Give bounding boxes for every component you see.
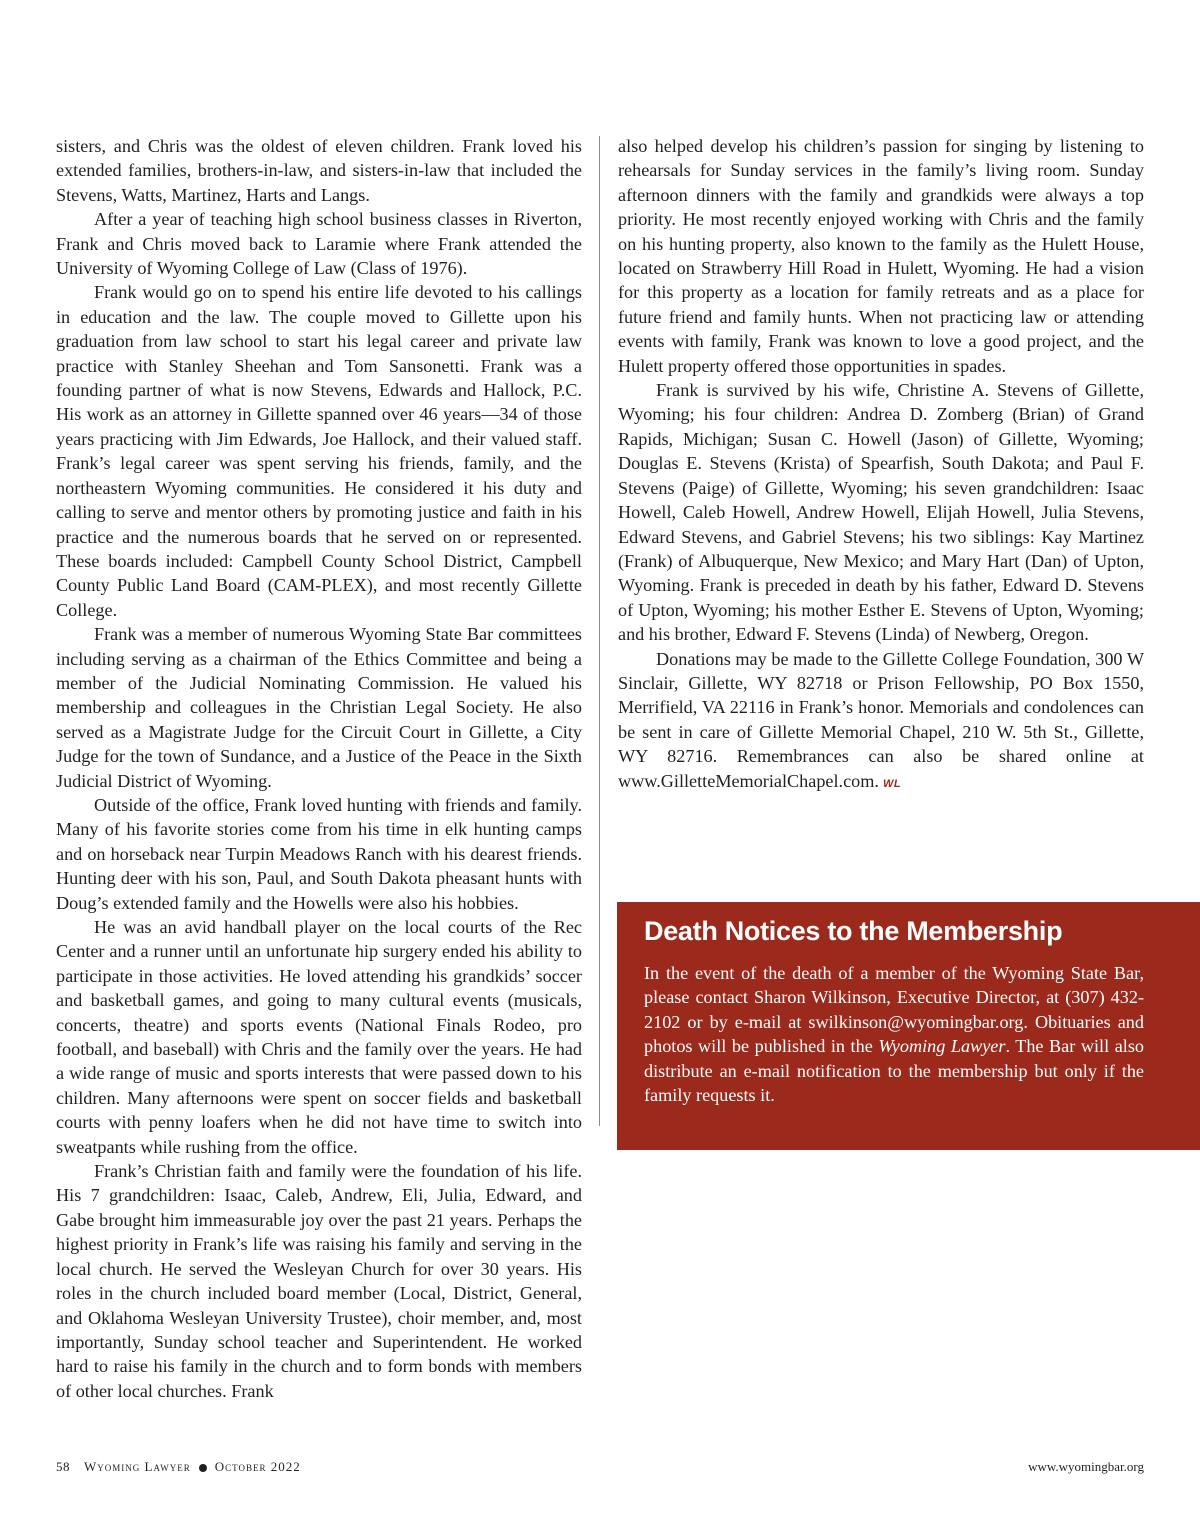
- bullet-separator: [199, 1464, 207, 1472]
- right-column: [618, 134, 1144, 796]
- paragraph: After a year of teaching high school business classes in Riverton, Frank and Chris moved back to Laramie where Frank attended the University of Wyoming College of Law (Class of 1976).: [56, 209, 582, 279]
- notice-body: [644, 961, 1144, 1107]
- column-divider: [599, 136, 600, 1126]
- page-number: 58: [56, 1459, 70, 1474]
- notice-publication-name: Wyoming Lawyer: [878, 1036, 1006, 1057]
- paragraph-with-end-mark: [618, 647, 1144, 796]
- paragraph: Frank’s Christian faith and family were the foundation of his life. His 7 grandchildren: Isaac, Caleb, Andrew, Eli, Julia, Edward, and Gabe brought him immeasurable joy over the past 21 years. Perhaps the highest priority in Frank’s life was raising his family and serving in the local church. He served the Wesleyan Church for over 30 years. His roles in the church included board member (Local, District, General, and Oklahoma Wesleyan University Trustee), choir member, and, most importantly, Sunday school teacher and Superintendent. He worked hard to raise his family in the church and to form bonds with members of other local churches. Frank: [56, 1161, 582, 1401]
- paragraph-text: Donations may be made to the Gillette College Foundation, 300 W Sinclair, Gillette, WY 82718 or Prison Fellowship, PO Box 1550, Merrifield, VA 22116 in Frank’s honor. Memorials and condolences can be sent in care of Gillette Memorial Chapel, 210 W. 5th St., Gillette, WY 82716. Remembrances can also be shared online at www.GilletteMemorialChapel.com.: [618, 648, 1144, 791]
- paragraph: sisters, and Chris was the oldest of eleven children. Frank loved his extended families, brothers-in-law, and sisters-in-law that included the Stevens, Watts, Martinez, Harts and Langs.: [56, 136, 582, 205]
- paragraph: also helped develop his children’s passion for singing by listening to rehearsals for Sunday services in the family’s living room. Sunday afternoon dinners with the family and grandkids were always a top priority. He most recently enjoyed working with Chris and the family on his hunting property, also known to the family as the Hulett House, located on Strawberry Hill Road in Hulett, Wyoming. He had a vision for this property as a location for family retreats and as a place for future friend and family hunts. When not practicing law or attending events with family, Frank was known to love a good project, and the Hulett property offered those opportunities in spades.: [618, 136, 1144, 376]
- publication-name: Wyoming Lawyer: [84, 1459, 191, 1474]
- left-column: [56, 134, 582, 1403]
- notice-body-text-end: . The Bar will also distribute an e-mail notification to the membership but only if the family requests it.: [644, 1036, 1144, 1106]
- notice-title: Death Notices to the Membership: [644, 916, 1063, 946]
- paragraph: Frank would go on to spend his entire life devoted to his callings in education and the law. The couple moved to Gillette upon his graduation from law school to start his legal career and private law practice with Stanley Sheehan and Tom Sansonetti. Frank was a founding partner of what is now Stevens, Edwards and Hallock, P.C. His work as an attorney in Gillette spanned over 46 years—34 of those years practicing with Jim Edwards, Joe Hallock, and their valued staff. Frank’s legal career was spent serving his friends, family, and the northeastern Wyoming communities. He considered it his duty and calling to serve and mentor others by promoting justice and faith in his practice and the numerous boards that he served on or represented. These boards included: Campbell County School District, Campbell County Public Land Board (CAM-PLEX), and most recently Gillette College.: [56, 282, 582, 620]
- death-notice-box: [617, 902, 1200, 1150]
- footer-folio: [56, 1459, 301, 1475]
- paragraph: Frank was a member of numerous Wyoming State Bar committees including serving as a chairman of the Ethics Committee and being a member of the Judicial Nominating Commission. He valued his membership and colleagues in the Christian Legal Society. He also served as a Magistrate Judge for the Circuit Court in Gillette, a City Judge for the town of Sundance, and a Justice of the Peace in the Sixth Judicial District of Wyoming.: [56, 624, 582, 791]
- issue-date: October 2022: [214, 1459, 301, 1474]
- footer-website: www.wyomingbar.org: [1028, 1459, 1144, 1474]
- end-mark-logo: WL: [882, 777, 902, 790]
- paragraph: Frank is survived by his wife, Christine A. Stevens of Gillette, Wyoming; his four children: Andrea D. Zomberg (Brian) of Grand Rapids, Michigan; Susan C. Howell (Jason) of Gillette, Wyoming; Douglas E. Stevens (Krista) of Spearfish, South Dakota; and Paul F. Stevens (Paige) of Gillette, Wyoming; his seven grandchildren: Isaac Howell, Caleb Howell, Andrew Howell, Elijah Howell, Julia Stevens, Edward Stevens, and Gabriel Stevens; his two siblings: Kay Martinez (Frank) of Albuquerque, New Mexico; and Mary Hart (Dan) of Upton, Wyoming. Frank is preceded in death by his father, Edward D. Stevens of Upton, Wyoming; his mother Esther E. Stevens of Upton, Wyoming; and his brother, Edward F. Stevens (Linda) of Newberg, Oregon.: [618, 380, 1144, 645]
- paragraph: He was an avid handball player on the local courts of the Rec Center and a runner until an unfortunate hip surgery ended his ability to participate in those activities. He loved attending his grandkids’ soccer and basketball games, and going to many cultural events (musicals, concerts, theatre) and sports events (National Finals Rodeo, pro football, and baseball) with Chris and the family over the years. He had a wide range of music and sports interests that were passed down to his children. Many afternoons were spent on soccer fields and basketball courts with penny loafers when he did not have time to switch into sweatpants while rushing from the office.: [56, 917, 582, 1157]
- paragraph: Outside of the office, Frank loved hunting with friends and family. Many of his favorite stories come from his time in elk hunting camps and on horseback near Turpin Meadows Ranch with his dearest friends. Hunting deer with his son, Paul, and South Dakota pheasant hunts with Doug’s extended family and the Howells were also his hobbies.: [56, 794, 582, 913]
- notice-body-text: In the event of the death of a member of the Wyoming State Bar, please contact Sharon Wilkinson, Executive Director, at (307) 432-2102 or by e-mail at swilkinson@wyomingbar.org. Obituaries and photos will be published in the: [644, 963, 1144, 1057]
